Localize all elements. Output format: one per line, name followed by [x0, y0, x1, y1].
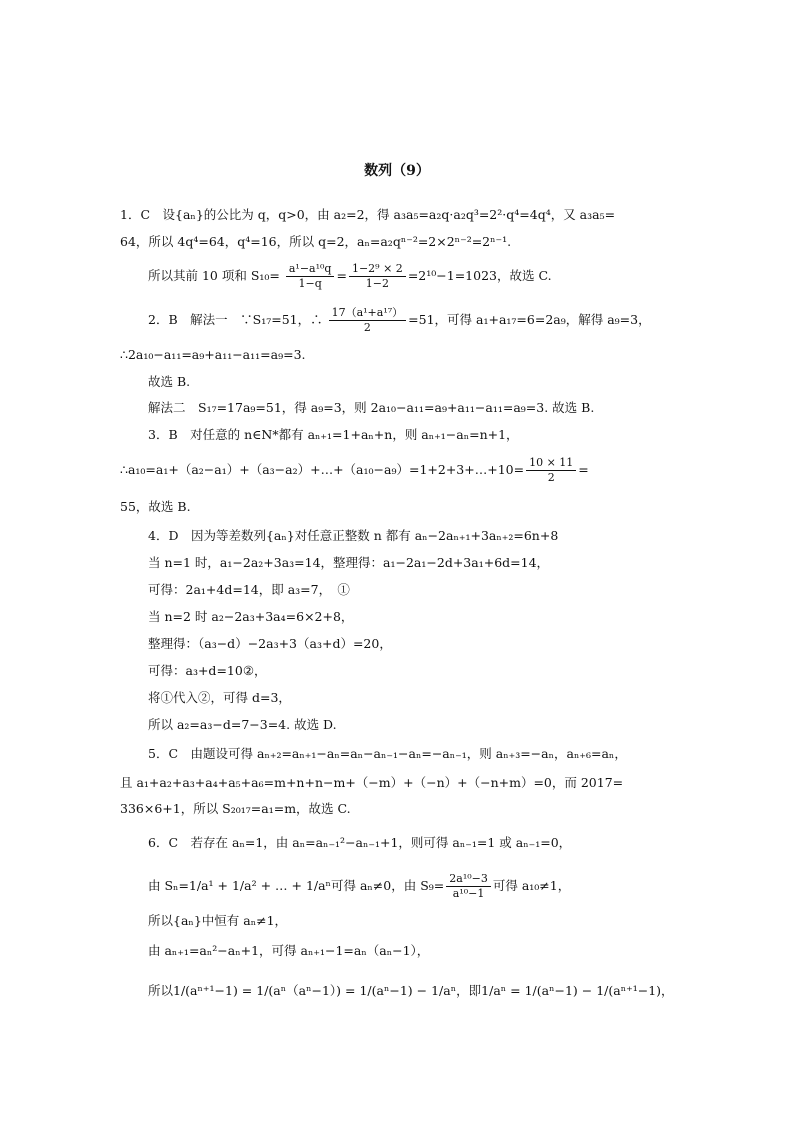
text-line: 可得：2a₁+4d=14，即 a₃=7， ①	[148, 582, 350, 597]
text-line: 64，所以 4q⁴=64，q⁴=16，所以 q=2，aₙ=a₂qⁿ⁻²=2×2ⁿ⁻²=2ⁿ⁻¹.	[120, 234, 512, 249]
fraction: $\frac{\text{1−2⁹ × 2}}{1-2}$	[349, 262, 406, 291]
text-line: 所以其前 10 项和 S₁₀= $\frac{\text{a¹−a¹⁰q}}{1-q}$ = $\frac{\text{1−2⁹ × 2}}{1-2}$ =2¹⁰−1=1023，故选 C.	[148, 262, 552, 290]
text-line: ∴a₁₀=a₁+（a₂−a₁）+（a₃−a₂）+…+（a₁₀−a₉）=1+2+3+…+10= $\frac{10 \times 11}{2}$ =	[120, 456, 589, 484]
text-line: 当 n=2 时 a₂−2a₃+3a₄=6×2+8，	[148, 609, 354, 624]
text-line: 解法二 S₁₇=17a₉=51，得 a₉=3，则 2a₁₀−a₁₁=a₉+a₁₁−a₁₁=a₉=3. 故选 B.	[148, 400, 595, 415]
text-line: 故选 B.	[148, 374, 191, 389]
text-line: 6．C 若存在 aₙ=1，由 aₙ=aₙ₋₁²−aₙ₋₁+1，则可得 aₙ₋₁=1 或 aₙ₋₁=0，	[148, 835, 572, 850]
text-line: 将①代入②，可得 d=3，	[148, 690, 291, 705]
text-line: ∴2a₁₀−a₁₁=a₉+a₁₁−a₁₁=a₉=3.	[120, 347, 306, 362]
text-line: 1．C 设{aₙ}的公比为 q，q>0，由 a₂=2，得 a₃a₅=a₂q·a₂q³=2²·q⁴=4q⁴，又 a₃a₅=	[120, 207, 616, 222]
text-line: 所以{aₙ}中恒有 aₙ≠1，	[148, 913, 288, 928]
page-title: 数列（9）	[364, 163, 430, 179]
text-line: 当 n=1 时，a₁−2a₂+3a₃=14，整理得：a₁−2a₁−2d+3a₁+6d=14，	[148, 555, 550, 570]
text-line: 336×6+1，所以 S₂₀₁₇=a₁=m，故选 C.	[120, 801, 351, 816]
text-line: 可得：a₃+d=10②，	[148, 663, 267, 678]
text-line: 所以1/(aⁿ⁺¹−1) = 1/(aⁿ（aⁿ−1）) = 1/(aⁿ−1) − 1/aⁿ，即1/aⁿ = 1/(aⁿ−1) − 1/(aⁿ⁺¹−1)，	[148, 983, 674, 998]
text-line: 2．B 解法一 ∵S₁₇=51，∴ $\frac{\text{17（a¹+a¹⁷）}}{2}$ =51，可得 a₁+a₁₇=6=2a₉，解得 a₉=3，	[148, 306, 651, 334]
text-line: 4．D 因为等差数列{aₙ}对任意正整数 n 都有 aₙ−2aₙ₊₁+3aₙ₊₂=6n+8	[148, 528, 559, 543]
text-line: 3．B 对任意的 n∈N*都有 aₙ₊₁=1+aₙ+n，则 aₙ₊₁−aₙ=n+1，	[148, 427, 519, 442]
text-line: 55，故选 B.	[120, 499, 191, 514]
text-line: 由 Sₙ=1/a¹ + 1/a² + … + 1/aⁿ可得 aₙ≠0，由 S₉= $\frac{\text{2a¹⁰−3}}{\text{a¹⁰−1}}$ 可得 a₁₀≠1，	[148, 872, 571, 900]
text-line: 由 aₙ₊₁=aₙ²−aₙ+1，可得 aₙ₊₁−1=aₙ（aₙ−1），	[148, 943, 430, 958]
text-line: 5．C 由题设可得 aₙ₊₂=aₙ₊₁−aₙ=aₙ−aₙ₋₁−aₙ=−aₙ₋₁，则 aₙ₊₃=−aₙ，aₙ₊₆=aₙ，	[148, 746, 627, 761]
fraction: $\frac{\text{2a¹⁰−3}}{\text{a¹⁰−1}}$	[446, 872, 491, 901]
text-line: 所以 a₂=a₃−d=7−3=4. 故选 D.	[148, 717, 337, 732]
text-line: 整理得：（a₃−d）−2a₃+3（a₃+d）=20，	[148, 636, 392, 651]
text-line: 且 a₁+a₂+a₃+a₄+a₅+a₆=m+n+n−m+（−m）+（−n）+（−n+m）=0，而 2017=	[120, 775, 624, 790]
fraction: $\frac{10 \times 11}{2}$	[526, 456, 576, 485]
fraction: $\frac{\text{a¹−a¹⁰q}}{1-q}$	[286, 262, 335, 291]
fraction: $\frac{\text{17（a¹+a¹⁷）}}{2}$	[329, 306, 407, 335]
